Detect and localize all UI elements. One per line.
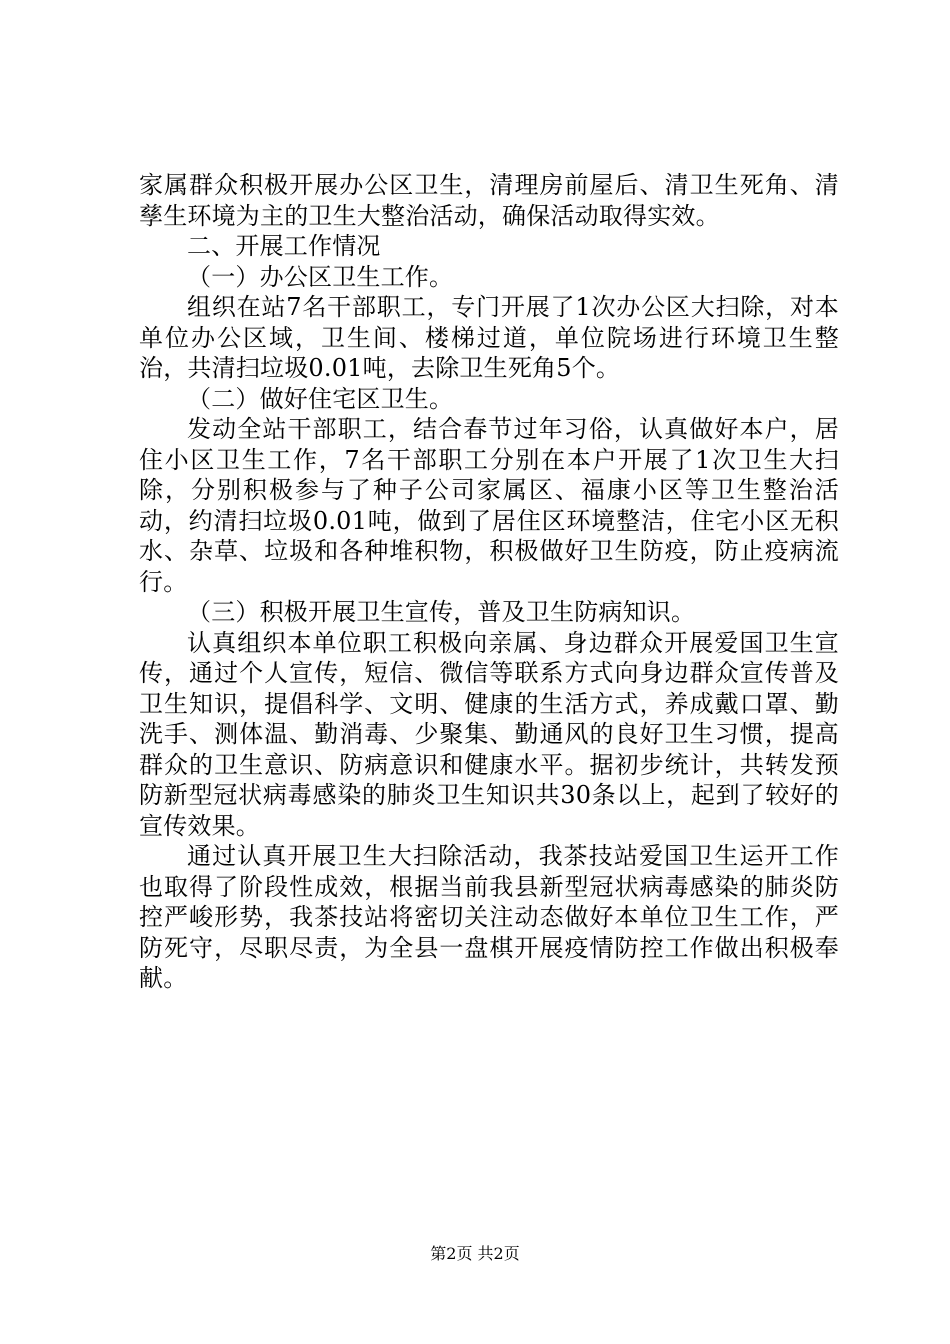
paragraph-conclusion: 通过认真开展卫生大扫除活动，我茶技站爱国卫生运开工作也取得了阶段性成效，根据当前我县新型冠状病毒感染的肺炎防控严峻形势，我茶技站将密切关注动态做好本单位卫生工作，严防死守，尽职尽责，为全县一盘棋开展疫情防控工作做出积极奉献。	[139, 842, 839, 992]
section-heading-work-status: 二、开展工作情况	[187, 232, 381, 260]
paragraph-office-cleanup: 组织在站7名干部职工，专门开展了1次办公区大扫除，对本单位办公区域，卫生间、楼梯过道，单位院场进行环境卫生整治，共清扫垃圾0.01吨，去除卫生死角5个。	[139, 293, 839, 382]
subheading-residential-hygiene: （二）做好住宅区卫生。	[187, 384, 454, 413]
paragraph-residential-cleanup: 发动全站干部职工，结合春节过年习俗，认真做好本户，居住小区卫生工作，7名干部职工分别在本户开展了1次卫生大扫除，分别积极参与了种子公司家属区、福康小区等卫生整治活动，约清扫垃圾0.01吨，做到了居住区环境整洁，住宅小区无积水、杂草、垃圾和各种堆积物，积极做好卫生防疫，防止疫病流行。	[139, 415, 839, 596]
document-body	[139, 170, 839, 994]
paragraph-continued: 家属群众积极开展办公区卫生，清理房前屋后、清卫生死角、清孳生环境为主的卫生大整治活动，确保活动取得实效。	[139, 171, 839, 230]
subheading-publicity: （三）积极开展卫生宣传，普及卫生防病知识。	[187, 598, 696, 626]
paragraph-publicity: 认真组织本单位职工积极向亲属、身边群众开展爱国卫生宣传，通过个人宣传，短信、微信等联系方式向身边群众宣传普及卫生知识，提倡科学、文明、健康的生活方式，养成戴口罩、勤洗手、测体温、勤消毒、少聚集、勤通风的良好卫生习惯，提高群众的卫生意识、防病意识和健康水平。据初步统计，共转发预防新型冠状病毒感染的肺炎卫生知识共30条以上，起到了较好的宣传效果。	[139, 628, 839, 840]
subheading-office-hygiene: （一）办公区卫生工作。	[187, 262, 454, 291]
page-number-footer: 第2页 共2页	[430, 1244, 520, 1263]
